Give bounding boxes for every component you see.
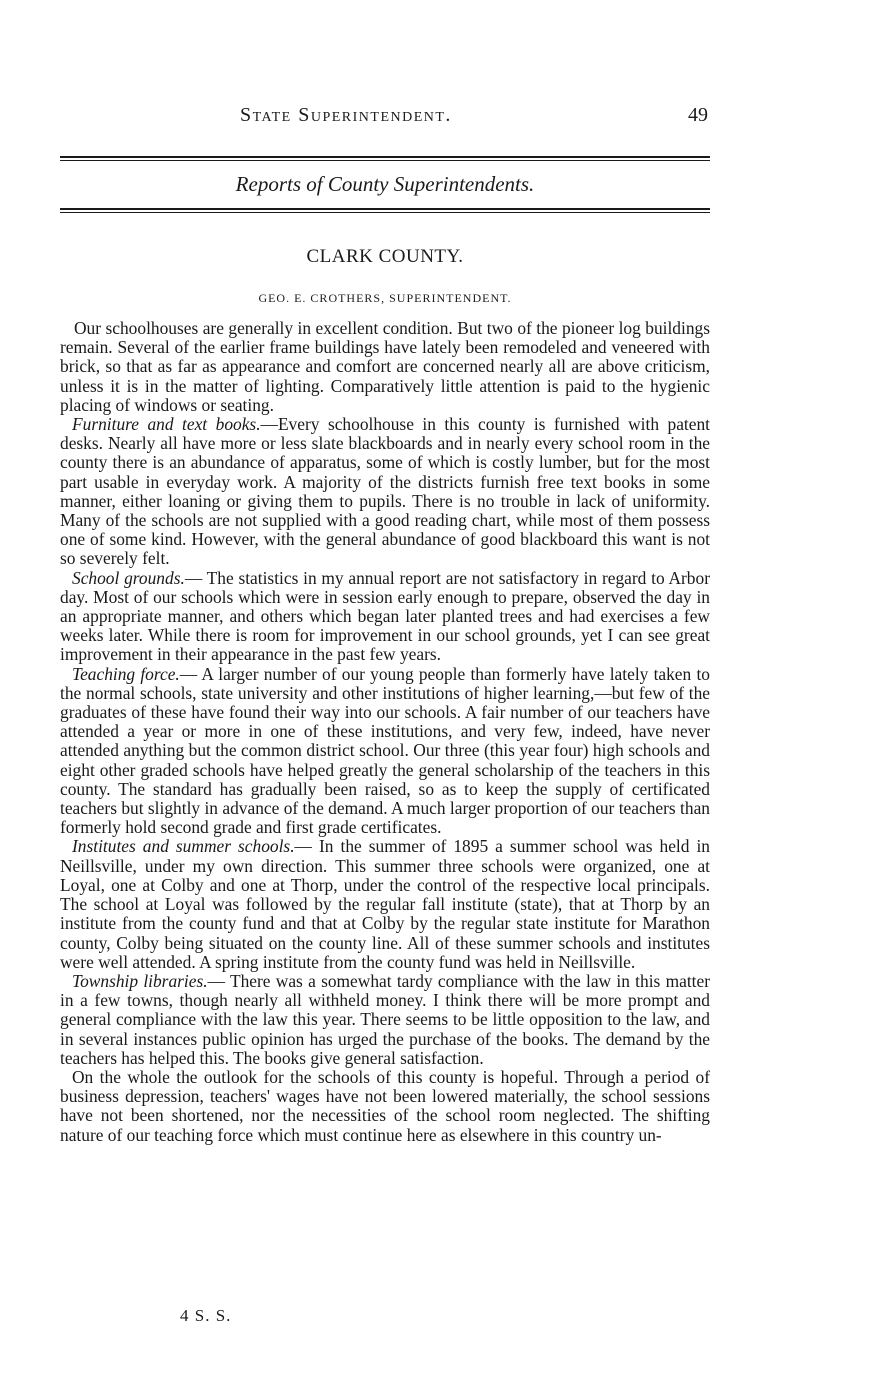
paragraph-heading: Teaching force.	[72, 663, 180, 684]
paragraph-heading: Institutes and summer schools.	[72, 836, 295, 857]
paragraph-heading: School grounds.	[72, 567, 185, 588]
running-head	[60, 104, 710, 134]
paragraph-furniture	[60, 415, 710, 569]
paragraph-text: Our schoolhouses are generally in excellent condition. But two of the pioneer log buildings remain. Several of the earlier frame buildings have lately been remodeled and veneered with brick, so that as far as appearance and comfort are concerned nearly all are above criticism, unless it is in the matter of lighting. Comparatively little attention is paid to the hygienic placing of windows or seating.	[60, 318, 710, 415]
county-heading: CLARK COUNTY.	[306, 246, 464, 267]
paragraph-heading: Township libraries.	[72, 970, 208, 991]
paragraph-heading: Furniture and text books.	[72, 414, 261, 435]
paragraph-school-grounds	[60, 569, 710, 665]
paragraph-teaching-force	[60, 665, 710, 838]
paragraph-township-libraries	[60, 972, 710, 1068]
paragraph-text: — In the summer of 1895 a summer school was held in Neillsville, under my own direction. This summer three schools were organized, one at Loyal, one at Colby and one at Thorp, under the control of the respective local principals. The school at Loyal was followed by the regular fall institute (state), that at Thorp by an institute from the county fund and that at Colby by the regular state institute for Marathon county, Colby being situated on the county line. All of these summer schools and institutes were well attended. A spring institute from the county fund was held in Neillsville.	[60, 836, 711, 972]
page-number: 49	[688, 104, 708, 126]
paragraph-outlook	[60, 1068, 710, 1145]
header-rule-bottom	[60, 208, 710, 210]
paragraph-text: On the whole the outlook for the schools of this county is hopeful. Through a period of business depression, teachers' wages have not been lowered materially, the school sessions have not been shortened, nor the necessities of the school room neglected. The shifting nature of our teaching force which must continue here as elsewhere in this country un-	[60, 1066, 710, 1145]
superintendent-byline: GEO. E. CROTHERS, SUPERINTENDENT.	[258, 291, 512, 305]
paragraph-intro	[60, 319, 710, 415]
section-title: Reports of County Superintendents.	[235, 172, 535, 196]
paragraph-text: — There was a somewhat tardy compliance with the law in this matter in a few towns, though nearly all withheld money. I think there will be more prompt and general compliance with the law this year. There seems to be little opposition to the law, and in several instances public opinion has urged the purchase of the books. The demand by the teachers has helped this. The books give general satisfaction.	[60, 970, 710, 1068]
signature-mark: 4 S. S.	[180, 1306, 232, 1325]
running-title: State Superintendent.	[240, 104, 452, 126]
paragraph-text: — The statistics in my annual report are not satisfactory in regard to Arbor day. Most of our schools which were in session early enough to prepare, observed the day in an appropriate manner, and others which began later planted trees and had exercises a few weeks later. While there is room for improvement in our school grounds, yet I can see great improvement in their appearance in the past few years.	[60, 567, 710, 665]
paragraph-institutes	[60, 837, 710, 971]
paragraph-text: —Every schoolhouse in this county is furnished with patent desks. Nearly all have more or less slate blackboards and in nearly every school room in the county there is an abundance of apparatus, some of which is costly lumber, but for the most part usable in everyday work. A majority of the districts furnish free text books in some manner, either loaning or giving them to pupils. There is no trouble in lack of uniformity. Many of the schools are not supplied with a good reading chart, while most of them possess one of some kind. However, with the general abundance of good blackboard this want is not so severely felt.	[60, 414, 710, 569]
report-body	[60, 319, 710, 1145]
header-rule-top	[60, 156, 710, 158]
paragraph-text: — A larger number of our young people than formerly have lately taken to the normal schools, state university and other institutions of higher learning,—but few of the graduates of these have found their way into our schools. A fair number of our teachers have attended a year or more in one of these institutions, and very few, indeed, have never attended anything but the common district school. Our three (this year four) high schools and eight other graded schools have helped greatly the general scholarship of the teachers in this county. The standard has gradually been raised, so as to keep the supply of certificated teachers but slightly in advance of the demand. A much larger proportion of our teachers than formerly hold second grade and first grade certificates.	[60, 663, 710, 838]
